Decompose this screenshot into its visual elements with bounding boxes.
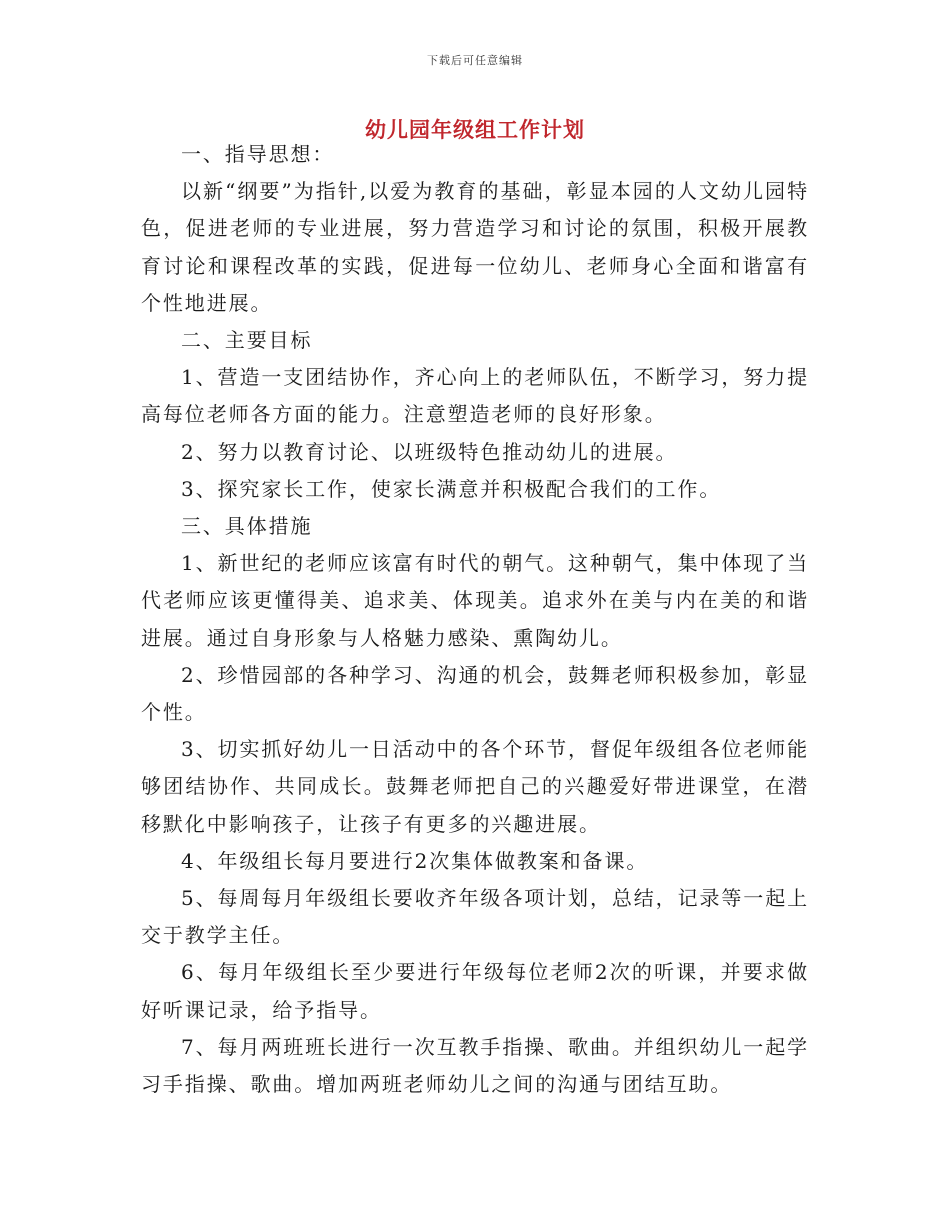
goal-item-2: 2、努力以教育讨论、以班级特色推动幼儿的进展。 bbox=[181, 439, 678, 464]
page-header-note: 下载后可任意编辑 bbox=[427, 54, 523, 67]
document-title: 幼儿园年级组工作计划 bbox=[365, 117, 585, 142]
measure-item-1: 1、新世纪的老师应该富有时代的朝气。这种朝气，集中体现了当代老师应该更懂得美、追求美、体现美。追求外在美与内在美的和谐进展。通过自身形象与人格魅力感染、熏陶幼儿。 bbox=[141, 551, 809, 650]
goal-item-1: 1、营造一支团结协作，齐心向上的老师队伍，不断学习，努力提高每位老师各方面的能力。注意塑造老师的良好形象。 bbox=[141, 365, 809, 427]
section-heading-measures: 三、具体措施 bbox=[181, 514, 313, 539]
measure-item-4: 4、年级组长每月要进行2次集体做教案和备课。 bbox=[181, 848, 649, 873]
measure-item-2: 2、珍惜园部的各种学习、沟通的机会，鼓舞老师积极参加，彰显个性。 bbox=[141, 662, 809, 725]
section-heading-guiding-thought: 一、指导思想： bbox=[181, 142, 335, 166]
goal-item-3: 3、探究家长工作，使家长满意并积极配合我们的工作。 bbox=[181, 476, 722, 501]
measure-item-6: 6、每月年级组长至少要进行年级每位老师2次的听课，并要求做好听课记录，给予指导。 bbox=[141, 960, 809, 1022]
measure-item-7: 7、每月两班班长进行一次互教手指操、歌曲。并组织幼儿一起学习手指操、歌曲。增加两班老师幼儿之间的沟通与团结互助。 bbox=[141, 1034, 809, 1097]
section-heading-main-goals: 二、主要目标 bbox=[181, 328, 313, 353]
document-body bbox=[141, 136, 809, 1103]
paragraph-guiding-thought: 以新“纲要”为指针,以爱为教育的基础，彰显本园的人文幼儿园特色，促进老师的专业进展，努力营造学习和讨论的氛围，积极开展教育讨论和课程改革的实践，促进每一位幼儿、老师身心全面和谐富有个性地进展。 bbox=[141, 179, 809, 315]
measure-item-5: 5、每周每月年级组长要收齐年级各项计划，总结，记录等一起上交于教学主任。 bbox=[141, 886, 809, 948]
measure-item-3: 3、切实抓好幼儿一日活动中的各个环节，督促年级组各位老师能够团结协作、共同成长。鼓舞老师把自己的兴趣爱好带进课堂，在潜移默化中影响孩子，让孩子有更多的兴趣进展。 bbox=[141, 737, 809, 836]
